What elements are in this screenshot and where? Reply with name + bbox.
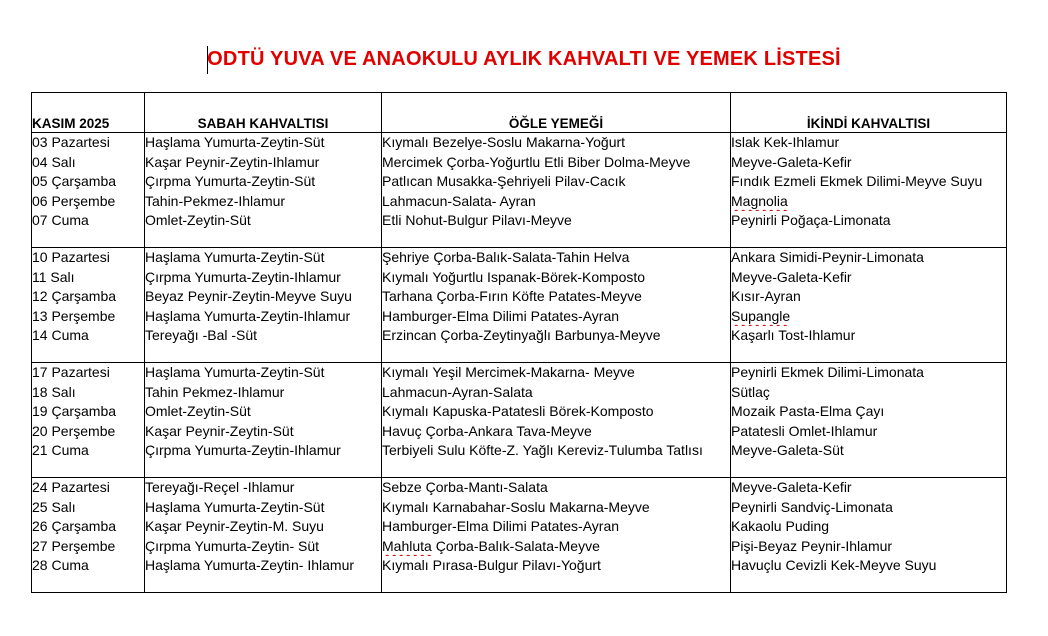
breakfast-item: Kaşar Peynir-Zeytin-Süt <box>145 422 294 439</box>
afternoon-item: Kaşarlı Tost-Ihlamur <box>731 327 856 344</box>
menu-body <box>32 133 1007 593</box>
week-row <box>32 478 1007 593</box>
lunch-item: Kıymalı Yoğurtlu Ispanak-Börek-Komposto <box>382 268 646 285</box>
lunch-item: Erzincan Çorba-Zeytinyağlı Barbunya-Meyve <box>382 327 661 344</box>
breakfast-item: Omlet-Zeytin-Süt <box>145 403 251 420</box>
breakfast-item: Haşlama Yumurta-Zeytin-Süt <box>145 134 325 150</box>
lunch-item: Etli Nohut-Bulgur Pilavı-Meyve <box>382 212 572 229</box>
afternoon-item: Ankara Simidi-Peynir-Limonata <box>731 249 924 265</box>
day-cell <box>32 133 145 248</box>
lunch-item: Kıymalı Karnabahar-Soslu Makarna-Meyve <box>382 498 650 515</box>
day-label: 04 Salı <box>32 153 76 170</box>
afternoon-item: Peynirli Ekmek Dilimi-Limonata <box>731 364 924 380</box>
day-label: 10 Pazartesi <box>32 249 110 265</box>
document-title: ODTÜ YUVA VE ANAOKULU AYLIK KAHVALTI VE YEMEK LİSTESİ <box>207 48 841 70</box>
spellcheck-flag: Mahluta <box>382 537 432 554</box>
day-label: 26 Çarşamba <box>32 518 117 535</box>
breakfast-cell <box>145 478 382 593</box>
spellcheck-flag: Supangle <box>731 307 791 324</box>
lunch-item: Sebze Çorba-Mantı-Salata <box>382 479 548 495</box>
breakfast-item: Haşlama Yumurta-Zeytin-Süt <box>145 498 325 515</box>
breakfast-item: Tereyağı -Bal -Süt <box>145 327 258 344</box>
afternoon-item: Meyve-Galeta-Kefir <box>731 153 852 170</box>
day-label: 17 Pazartesi <box>32 364 110 380</box>
breakfast-item: Haşlama Yumurta-Zeytin-Süt <box>145 249 325 265</box>
week-row <box>32 363 1007 478</box>
breakfast-item: Çırpma Yumurta-Zeytin-Ihlamur <box>145 442 341 459</box>
lunch-item: Patlıcan Musakka-Şehriyeli Pilav-Cacık <box>382 173 626 190</box>
breakfast-item: Çırpma Yumurta-Zeytin- Süt <box>145 537 320 554</box>
lunch-item: Lahmacun-Ayran-Salata <box>382 383 533 400</box>
lunch-item: Havuç Çorba-Ankara Tava-Meyve <box>382 422 592 439</box>
afternoon-item: Sütlaç <box>731 383 770 400</box>
afternoon-item: Islak Kek-Ihlamur <box>731 134 840 150</box>
lunch-item: Mercimek Çorba-Yoğurtlu Etli Biber Dolma-Meyve <box>382 153 691 170</box>
day-cell <box>32 478 145 593</box>
lunch-item: Terbiyeli Sulu Köfte-Z. Yağlı Kereviz-Tulumba Tatlısı <box>382 442 703 459</box>
breakfast-item: Haşlama Yumurta-Zeytin-Süt <box>145 364 325 380</box>
lunch-item: Şehriye Çorba-Balık-Salata-Tahin Helva <box>382 249 630 265</box>
afternoon-cell <box>731 478 1007 593</box>
afternoon-item: Patatesli Omlet-Ihlamur <box>731 422 878 439</box>
afternoon-cell <box>731 363 1007 478</box>
breakfast-item: Kaşar Peynir-Zeytin-Ihlamur <box>145 153 320 170</box>
lunch-cell <box>382 363 731 478</box>
header-row <box>32 93 1007 133</box>
day-label: 13 Perşembe <box>32 307 116 324</box>
lunch-item: Kıymalı Bezelye-Soslu Makarna-Yoğurt <box>382 134 626 150</box>
day-label: 18 Salı <box>32 383 76 400</box>
afternoon-item: Mozaik Pasta-Elma Çayı <box>731 403 885 420</box>
header-month: KASIM 2025 <box>32 93 145 133</box>
afternoon-item: Meyve-Galeta-Kefir <box>731 268 852 285</box>
afternoon-item <box>731 192 1006 212</box>
day-label: 11 Salı <box>32 268 75 285</box>
lunch-item: Kıymalı Kapuska-Patatesli Börek-Komposto <box>382 403 654 420</box>
afternoon-item: Kakaolu Puding <box>731 518 830 535</box>
day-label: 28 Cuma <box>32 557 89 574</box>
week-row <box>32 248 1007 363</box>
day-label: 21 Cuma <box>32 442 89 459</box>
breakfast-item: Tereyağı-Reçel -Ihlamur <box>145 479 295 495</box>
lunch-item: Kıymalı Pırasa-Bulgur Pilavı-Yoğurt <box>382 557 601 574</box>
day-cell <box>32 363 145 478</box>
afternoon-item: Meyve-Galeta-Süt <box>731 442 844 459</box>
afternoon-item: Peynirli Sandviç-Limonata <box>731 498 893 515</box>
breakfast-item: Haşlama Yumurta-Zeytin- Ihlamur <box>145 557 355 574</box>
day-label: 06 Perşembe <box>32 192 116 209</box>
header-lunch: ÖĞLE YEMEĞİ <box>382 93 731 133</box>
breakfast-item: Kaşar Peynir-Zeytin-M. Suyu <box>145 518 324 535</box>
breakfast-item: Çırpma Yumurta-Zeytin-Ihlamur <box>145 268 341 285</box>
day-label: 05 Çarşamba <box>32 173 117 190</box>
day-cell <box>32 248 145 363</box>
day-label: 03 Pazartesi <box>32 134 110 150</box>
breakfast-item: Tahin-Pekmez-Ihlamur <box>145 192 286 209</box>
lunch-item: Mahluta Çorba-Balık-Salata-Meyve <box>382 537 600 554</box>
afternoon-item: Havuçlu Cevizli Kek-Meyve Suyu <box>731 557 937 574</box>
afternoon-item <box>731 307 1006 327</box>
day-label: 19 Çarşamba <box>32 403 117 420</box>
day-label: 25 Salı <box>32 498 76 515</box>
afternoon-cell <box>731 133 1007 248</box>
day-label: 14 Cuma <box>32 327 89 344</box>
lunch-item: Tarhana Çorba-Fırın Köfte Patates-Meyve <box>382 288 642 305</box>
lunch-cell <box>382 248 731 363</box>
lunch-item: Hamburger-Elma Dilimi Patates-Ayran <box>382 307 620 324</box>
header-breakfast: SABAH KAHVALTISI <box>145 93 382 133</box>
afternoon-item: Fındık Ezmeli Ekmek Dilimi-Meyve Suyu <box>731 173 983 190</box>
day-label: 24 Pazartesi <box>32 479 110 495</box>
breakfast-cell <box>145 248 382 363</box>
spellcheck-flag: Magnolia <box>731 192 788 209</box>
breakfast-item: Haşlama Yumurta-Zeytin-Ihlamur <box>145 307 351 324</box>
breakfast-cell <box>145 133 382 248</box>
afternoon-item: Meyve-Galeta-Kefir <box>731 479 852 495</box>
menu-table <box>31 92 1007 593</box>
day-label: 20 Perşembe <box>32 422 116 439</box>
breakfast-item: Çırpma Yumurta-Zeytin-Süt <box>145 173 316 190</box>
lunch-item: Kıymalı Yeşil Mercimek-Makarna- Meyve <box>382 364 635 380</box>
breakfast-item: Omlet-Zeytin-Süt <box>145 212 251 229</box>
lunch-cell <box>382 478 731 593</box>
lunch-item: Hamburger-Elma Dilimi Patates-Ayran <box>382 518 620 535</box>
breakfast-cell <box>145 363 382 478</box>
header-afternoon: İKİNDİ KAHVALTISI <box>731 93 1007 133</box>
afternoon-item: Pişi-Beyaz Peynir-Ihlamur <box>731 537 893 554</box>
breakfast-item: Tahin Pekmez-Ihlamur <box>145 383 285 400</box>
afternoon-item: Kısır-Ayran <box>731 288 801 305</box>
afternoon-item: Peynirli Poğaça-Limonata <box>731 212 891 229</box>
afternoon-cell <box>731 248 1007 363</box>
breakfast-item: Beyaz Peynir-Zeytin-Meyve Suyu <box>145 288 352 305</box>
day-label: 07 Cuma <box>32 212 89 229</box>
lunch-item: Lahmacun-Salata- Ayran <box>382 192 536 209</box>
day-label: 27 Perşembe <box>32 537 116 554</box>
day-label: 12 Çarşamba <box>32 288 117 305</box>
lunch-cell <box>382 133 731 248</box>
week-row <box>32 133 1007 248</box>
